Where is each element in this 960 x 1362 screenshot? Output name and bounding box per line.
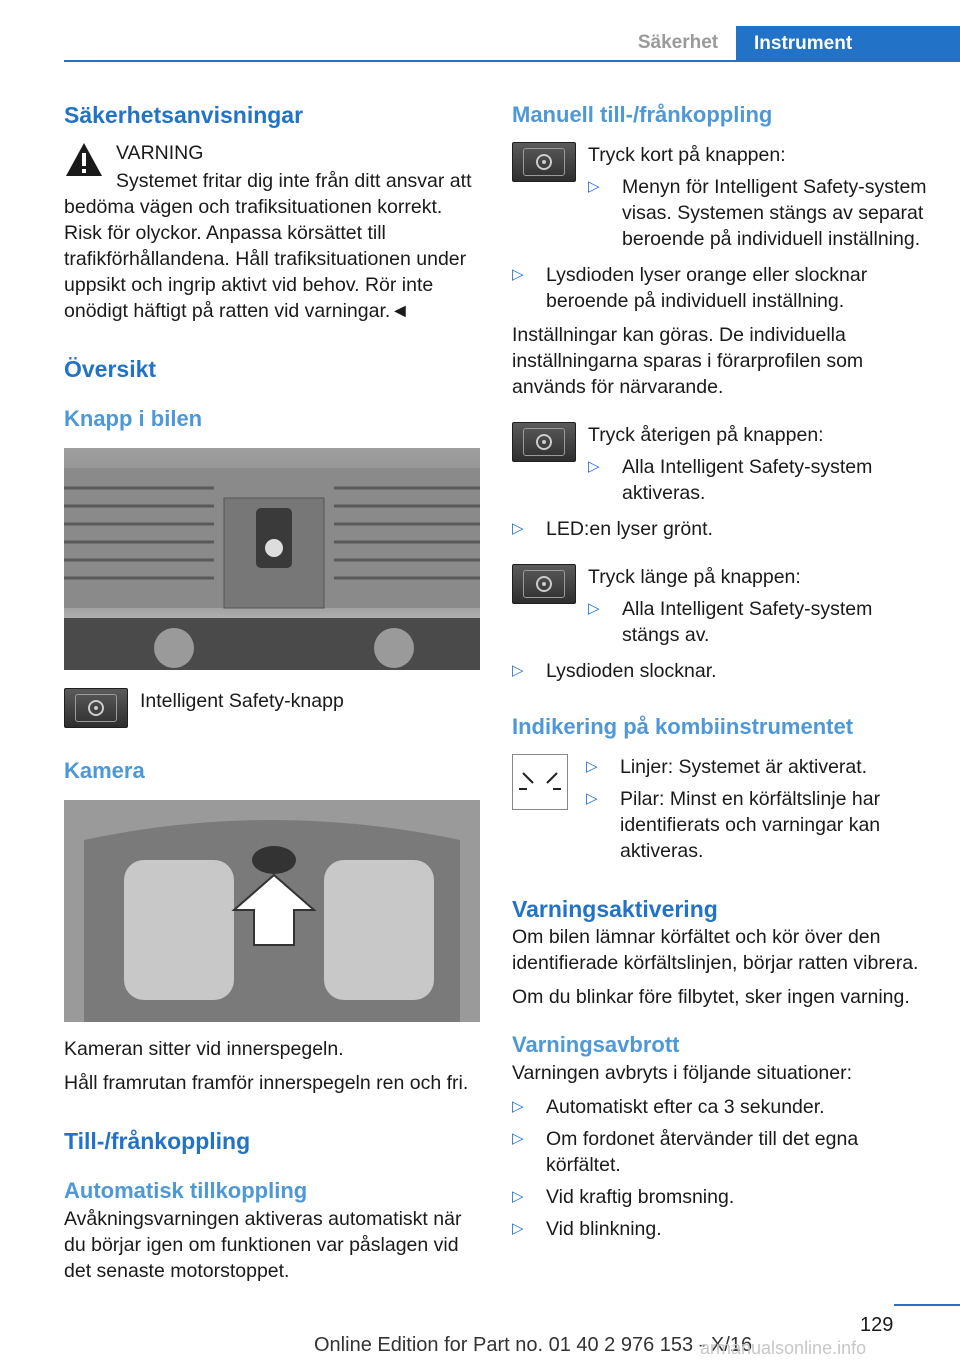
- warning-text: Systemet fritar dig inte från ditt ansvar att bedöma vägen och trafiksituationen korrekt. Risk för olyckor. Anpassa körsättet till trafikförhållandena. Håll trafiksituationen under uppsikt och ingrip aktivt vid behov. Rör inte onödigt häftigt på ratten vid varningar.◄: [64, 170, 472, 322]
- warning-title: VARNING: [116, 142, 204, 164]
- intelligent-safety-icon: [534, 152, 554, 172]
- header-tab-sakerhet[interactable]: Säkerhet: [637, 32, 719, 53]
- camera-text-1: Kameran sitter vid innerspegeln.: [64, 1038, 344, 1060]
- bullet-triangle-icon: ▷: [512, 1130, 524, 1147]
- edition-text: Online Edition for Part no. 01 40 2 976 153 - X/16: [314, 1334, 753, 1356]
- list-item: ▷ Om fordonet återvänder till det egna körfältet.: [512, 1128, 859, 1176]
- header-rule: [64, 60, 960, 62]
- footer-rule: [894, 1304, 960, 1306]
- dashboard-button-photo: [64, 448, 480, 670]
- intelligent-safety-icon: [534, 432, 554, 452]
- auto-text: Avåkningsvarningen aktiveras automatiskt när du börjar igen om funktionen var påslagen vid det senaste motorstoppet.: [64, 1208, 462, 1282]
- list-item: ▷ LED:en lyser grönt.: [512, 518, 713, 540]
- bullet-triangle-icon: ▷: [512, 1098, 524, 1115]
- bullet-triangle-icon: ▷: [512, 1220, 524, 1237]
- bullet-triangle-icon: ▷: [588, 178, 600, 195]
- warning-triangle-icon: [64, 140, 104, 180]
- bullet-triangle-icon: ▷: [586, 758, 598, 775]
- bullet-triangle-icon: ▷: [588, 458, 600, 475]
- bullet-triangle-icon: ▷: [512, 520, 524, 537]
- camera-photo: [64, 800, 480, 1022]
- button-caption: Intelligent Safety-knapp: [140, 690, 344, 712]
- dashboard-vents-icon: [64, 448, 480, 670]
- press-again-text: Tryck återigen på knappen:: [588, 424, 824, 446]
- list-item: ▷ Alla Intelligent Safety-system stängs av.: [588, 598, 873, 646]
- list-item: ▷ Vid blinkning.: [512, 1218, 662, 1240]
- bullet-triangle-icon: ▷: [588, 600, 600, 617]
- indicator-heading: Indikering på kombiinstrumentet: [512, 714, 854, 739]
- intelligent-safety-icon: [534, 574, 554, 594]
- activation-text-2: Om du blinkar före filbytet, sker ingen varning.: [512, 986, 910, 1008]
- lane-indicator-icon: [512, 754, 568, 810]
- right-column: [512, 100, 930, 1242]
- list-item: ▷ Alla Intelligent Safety-system aktiveras.: [588, 456, 873, 504]
- abort-intro: Varningen avbryts i följande situationer:: [512, 1062, 853, 1084]
- safety-heading: Säkerhetsanvisningar: [64, 102, 304, 128]
- bullet-triangle-icon: ▷: [512, 662, 524, 679]
- safety-button-image: [64, 688, 128, 728]
- list-item: ▷ Lysdioden lyser orange eller slocknar beroende på individuell inställning.: [512, 264, 868, 312]
- button-heading: Knapp i bilen: [64, 406, 203, 431]
- activation-heading: Varningsaktivering: [512, 896, 718, 922]
- watermark-text: armanualsonline.info: [700, 1338, 867, 1358]
- camera-text-2: Håll framrutan framför innerspegeln ren och fri.: [64, 1072, 469, 1094]
- list-item: ▷ Pilar: Minst en körfältslinje har identifierats och varningar kan aktiveras.: [586, 788, 881, 862]
- page-number: 129: [860, 1314, 894, 1336]
- list-item: ▷ Menyn för Intelligent Safety-system visas. Systemen stängs av separat beroende på individuell inställning.: [588, 176, 927, 250]
- activation-text-1: Om bilen lämnar körfältet och kör över den identifierade körfältslinjen, börjar ratten vibrera.: [512, 926, 919, 974]
- header-tab-instrument[interactable]: Instrument: [736, 26, 960, 62]
- intelligent-safety-icon: [86, 698, 106, 718]
- auto-heading: Automatisk tillkoppling: [64, 1178, 308, 1203]
- safety-button-image-1: [512, 142, 576, 182]
- left-column: [64, 100, 482, 1284]
- safety-button-image-3: [512, 564, 576, 604]
- onoff-heading: Till-/frånkoppling: [64, 1128, 251, 1154]
- bullet-triangle-icon: ▷: [586, 790, 598, 807]
- bullet-triangle-icon: ▷: [512, 266, 524, 283]
- list-item: ▷ Vid kraftig bromsning.: [512, 1186, 735, 1208]
- bullet-triangle-icon: ▷: [512, 1188, 524, 1205]
- abort-heading: Varningsavbrott: [512, 1032, 680, 1057]
- safety-button-image-2: [512, 422, 576, 462]
- windshield-camera-icon: [64, 800, 480, 1022]
- camera-heading: Kamera: [64, 758, 145, 783]
- list-item: ▷ Linjer: Systemet är aktiverat.: [586, 756, 868, 778]
- press-long-text: Tryck länge på knappen:: [588, 566, 801, 588]
- overview-heading: Översikt: [64, 356, 157, 382]
- list-item: ▷ Automatiskt efter ca 3 sekunder.: [512, 1096, 825, 1118]
- manual-heading: Manuell till-/frånkoppling: [512, 102, 773, 127]
- settings-text: Inställningar kan göras. De individuella inställningarna sparas i förarprofilen som används för närvarande.: [512, 324, 864, 398]
- press-short-text: Tryck kort på knappen:: [588, 144, 786, 166]
- list-item: ▷ Lysdioden slocknar.: [512, 660, 717, 682]
